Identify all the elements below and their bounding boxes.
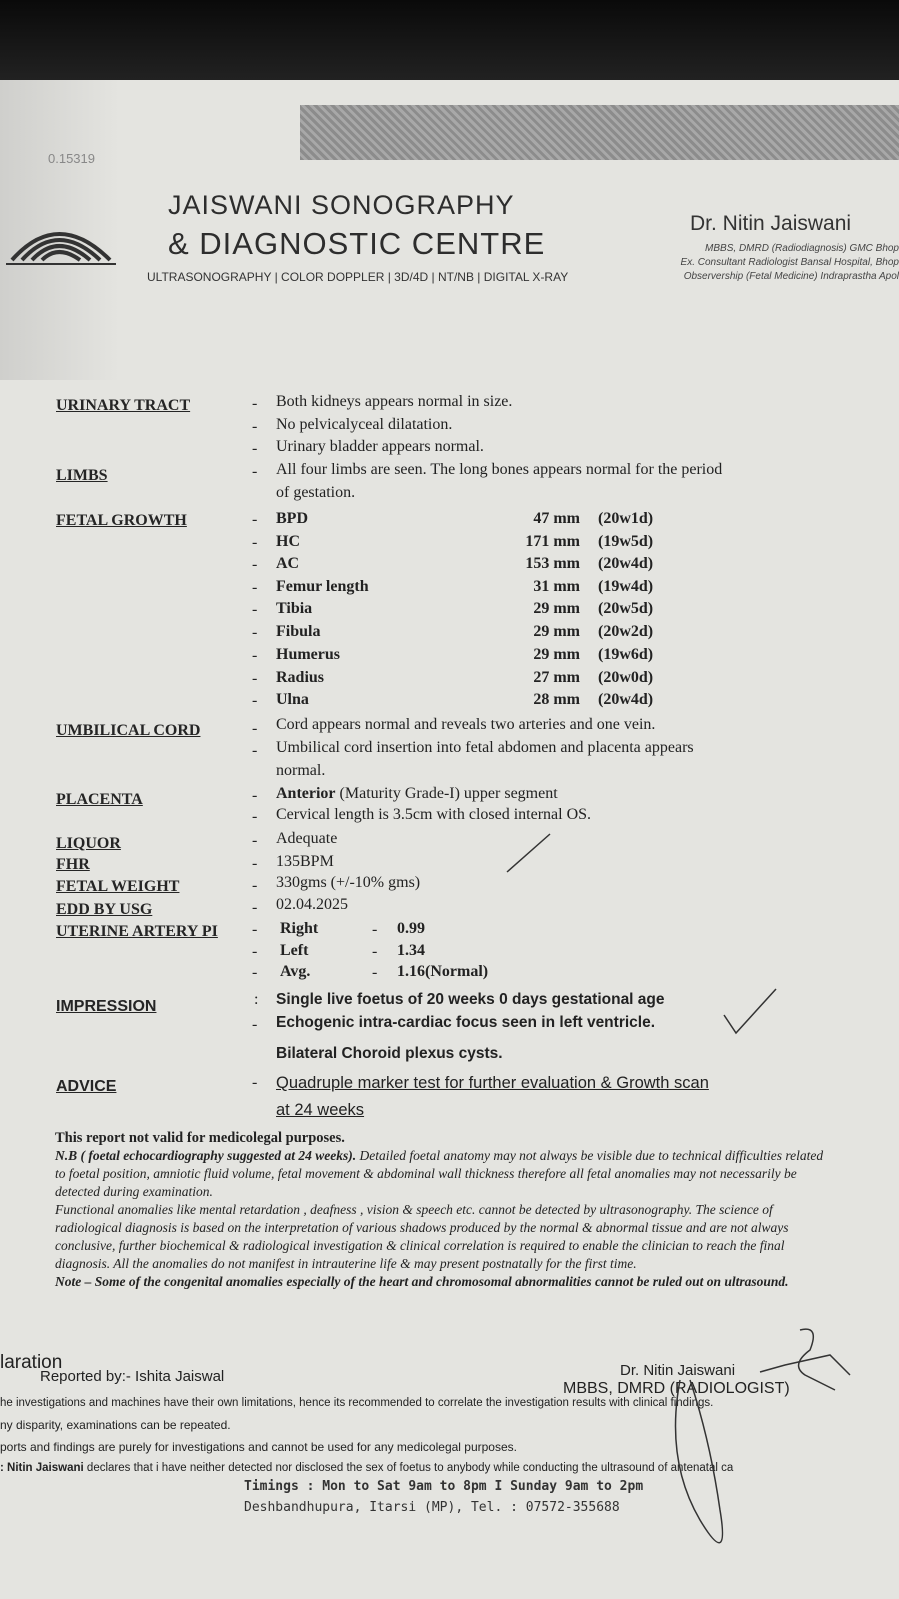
finding-text: Cord appears normal and reveals two arteries and one vein. [276,716,656,733]
impression-text: Bilateral Choroid plexus cysts. [276,1045,503,1062]
section-label-fetal-growth: FETAL GROWTH [56,512,187,529]
finding-text: No pelvicalyceal dilatation. [276,416,453,433]
finding-text: Both kidneys appears normal in size. [276,393,513,410]
bullet-dash: - [252,742,258,759]
bullet-dash: - [252,601,258,618]
bullet-dash: - [252,964,258,981]
growth-param-gestational-age: (20w4d) [598,691,654,708]
growth-param-gestational-age: (20w4d) [598,555,654,572]
growth-param-value: 27 mm [533,669,580,686]
growth-param-value: 153 mm [525,555,580,572]
growth-param-name: Tibia [276,600,313,617]
clinic-timings: Timings : Mon to Sat 9am to 8pm I Sunday 9am to 2pm [244,1479,644,1494]
bullet-dash: - [252,855,258,872]
doctor-credential: Observership (Fetal Medicine) Indraprastha Apol [683,271,899,282]
bullet-dash: - [252,440,258,457]
bullet-dash: - [252,463,258,480]
uterine-side: Left [280,942,309,959]
growth-param-value: 28 mm [533,691,580,708]
growth-param-name: AC [276,555,300,572]
growth-param-name: Humerus [276,646,340,663]
section-label-fetal-weight: FETAL WEIGHT [56,878,180,895]
note-congenital: Note – Some of the congenital anomalies especially of the heart and chromosomal abnormalities cannot be ruled out on ultrasound. [55,1274,789,1289]
section-label-placenta: PLACENTA [56,791,143,808]
growth-param-gestational-age: (20w1d) [598,510,654,527]
note-echo-text: Detailed foetal anatomy may not always be visible due to technical difficulties related to foetal position, amniotic fluid volume, fetal movement & abdominal wall thickness therefore all fetal anomalies may not necessarily be detected during examination. [55,1148,824,1199]
uterine-pi-value: 1.34 [397,942,425,959]
placenta-grade: (Maturity Grade-I) upper segment [339,785,558,802]
bullet-dash: - [252,579,258,596]
section-label-edd: EDD BY USG [56,901,153,918]
finding-text [276,785,558,803]
growth-param-gestational-age: (20w0d) [598,669,654,686]
growth-param-name: Radius [276,669,325,686]
signatory-name: Dr. Nitin Jaiswani [620,1362,736,1379]
report-notes [55,1130,825,1291]
declarant-name: : Nitin Jaiswani [0,1462,84,1474]
section-label-uterine-artery: UTERINE ARTERY PI [56,923,218,940]
finding-text: normal. [276,762,326,779]
bullet-dash: - [252,808,258,825]
uterine-side: Right [280,920,319,937]
bullet-dash: - [252,670,258,687]
growth-param-name: Ulna [276,691,309,708]
note-echo-bold: N.B ( foetal echocardiography suggested at 24 weeks). [55,1148,357,1163]
growth-param-value: 29 mm [533,623,580,640]
fetal-weight-value: 330gms (+/-10% gms) [276,874,421,891]
growth-param-value: 171 mm [525,533,580,550]
section-label-advice: ADVICE [56,1078,117,1095]
impression-text: Echogenic intra-cardiac focus seen in left ventricle. [276,1014,656,1031]
bullet-dash: - [252,832,258,849]
placenta-position: Anterior [276,785,336,802]
note-echocardiography [55,1147,825,1201]
fhr-value: 135BPM [276,853,334,870]
signatory-degree: MBBS, DMRD (RADIOLOGIST) [563,1380,790,1397]
advice-text: at 24 weeks [276,1101,365,1119]
bullet-dash: - [252,787,258,804]
uterine-pi-value: 0.99 [397,920,425,937]
finding-text: Urinary bladder appears normal. [276,438,484,455]
section-label-liquor: LIQUOR [56,835,121,852]
growth-param-name: Femur length [276,578,369,595]
check-mark-icon [720,985,780,1040]
section-label-impression: IMPRESSION [56,998,157,1015]
bullet-dash: - [252,534,258,551]
clinic-address: Deshbandhupura, Itarsi (MP), Tel. : 07572-355688 [244,1500,620,1515]
bullet-dash: - [252,647,258,664]
bullet-dash: - [252,899,258,916]
uterine-pi-value: 1.16(Normal) [397,963,489,980]
doctor-credential: Ex. Consultant Radiologist Bansal Hospital, Bhop [680,257,899,268]
edd-value: 02.04.2025 [276,896,348,913]
bullet-dash: - [252,395,258,412]
bullet-dash: - [252,1016,258,1033]
growth-param-gestational-age: (20w2d) [598,623,654,640]
growth-param-name: BPD [276,510,308,527]
declaration-sex-text: declares that i have neither detected nor disclosed the sex of foetus to anybody while conducting the ultrasound of antenatal ca [86,1462,734,1474]
growth-param-gestational-age: (19w5d) [598,533,654,550]
bullet-dash: - [252,720,258,737]
finding-text: Umbilical cord insertion into fetal abdomen and placenta appears [276,739,694,756]
growth-param-name: Fibula [276,623,321,640]
section-label-fhr: FHR [56,856,90,873]
impression-text: Single live foetus of 20 weeks 0 days gestational age [276,991,665,1008]
finding-text: of gestation. [276,484,356,501]
services-line: ULTRASONOGRAPHY | COLOR DOPPLER | 3D/4D | NT/NB | DIGITAL X-RAY [147,270,569,284]
growth-param-value: 31 mm [533,578,580,595]
declaration-text: ports and findings are purely for investigations and cannot be used for any medicolegal purposes. [0,1440,517,1454]
bullet-dash: - [252,877,258,894]
growth-param-gestational-age: (20w5d) [598,600,654,617]
bullet-dash: - [252,511,258,528]
growth-param-value: 29 mm [533,600,580,617]
section-label-urinary: URINARY TRACT [56,397,191,414]
doctor-name: Dr. Nitin Jaiswani [690,212,852,235]
growth-param-value: 47 mm [533,510,580,527]
centre-name-line2: & DIAGNOSTIC CENTRE [168,226,546,261]
declaration-text [0,1462,733,1474]
section-label-limbs: LIMBS [56,467,108,484]
bullet-dash: - [372,964,378,981]
advice-text: Quadruple marker test for further evaluation & Growth scan [276,1074,709,1092]
finding-text: Cervical length is 3.5cm with closed internal OS. [276,806,592,823]
bullet-dash: - [252,921,258,938]
serial-number: 0.15319 [48,151,95,166]
centre-logo-icon [6,198,116,270]
note-functional-anomalies: Functional anomalies like mental retardation , deafness , vision & speech etc. cannot be detected by ultrasonography. The science of radiological diagnosis is based on the interpretation of various shadows produced by the normal & abnormal tissue and are not always conclusive, further biochemical & radiological investigation & clinical correlation is required to enable the clinician to reach the final diagnosis. All the anomalies do not manifest in intrauterine life & may present postnatally for the first time. [55,1202,789,1271]
doctor-credential: MBBS, DMRD (Radiodiagnosis) GMC Bhop [705,243,899,254]
uterine-side: Avg. [280,963,311,980]
growth-param-gestational-age: (19w6d) [598,646,654,663]
check-mark-icon [505,830,555,875]
section-label-umbilical-cord: UMBILICAL CORD [56,722,201,739]
declaration-title: laration [0,1352,63,1373]
declaration-text: he investigations and machines have their own limitations, hence its recommended to correlate the investigation results with clinical findings. [0,1397,714,1409]
liquor-value: Adequate [276,830,338,847]
bullet-dash: - [252,1074,258,1091]
bullet-dash: - [252,943,258,960]
finding-text: All four limbs are seen. The long bones appears normal for the period [276,461,723,478]
growth-param-name: HC [276,533,300,550]
bullet-dash: - [372,943,378,960]
handwritten-signature [660,1320,880,1590]
header-stripe [300,105,899,160]
note-medicolegal: This report not valid for medicolegal purposes. [55,1130,345,1146]
declaration-text: ny disparity, examinations can be repeated. [0,1418,231,1432]
reported-by: Reported by:- Ishita Jaiswal [40,1368,225,1385]
growth-param-value: 29 mm [533,646,580,663]
bullet-dash: - [372,921,378,938]
bullet-dash: - [252,556,258,573]
bullet-dash: - [252,692,258,709]
colon: : [254,991,259,1008]
bullet-dash: - [252,418,258,435]
growth-param-gestational-age: (19w4d) [598,578,654,595]
bullet-dash: - [252,624,258,641]
centre-name-line1: JAISWANI SONOGRAPHY [168,190,515,220]
